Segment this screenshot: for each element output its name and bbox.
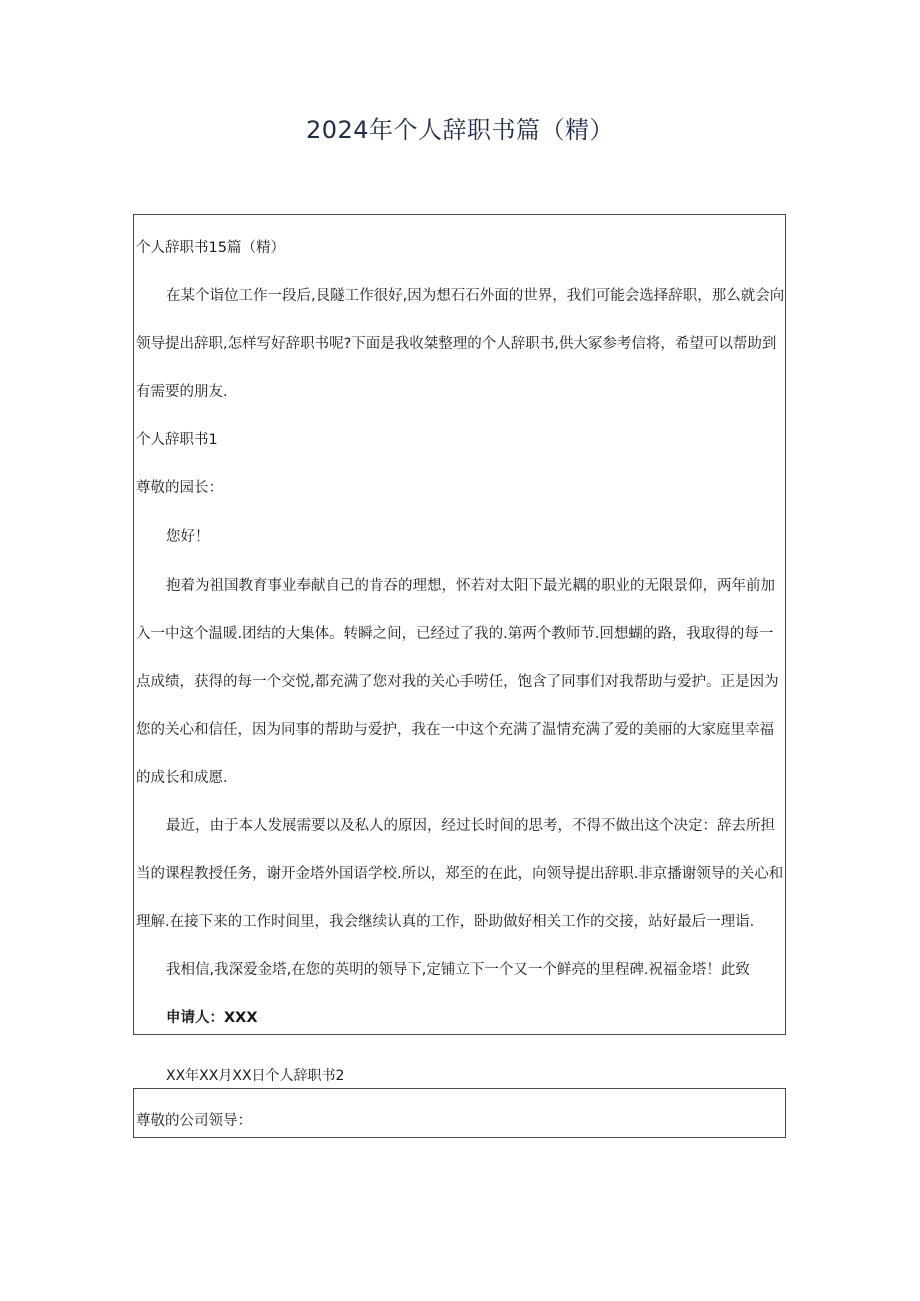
paragraph-2-line-1: 最近，由于本人发展需要以及私人的原因，经过长时间的思考，不得不做出这个决定：辞去所担 xyxy=(166,818,775,834)
letter-1-title: 个人辞职书1 xyxy=(136,432,218,448)
paragraph-1-line-4: 您的关心和信任，因为同事的帮助与爱护，我在一中这个充满了温情充满了爱的美丽的大家庭里幸福 xyxy=(136,722,774,738)
paragraph-1-line-1: 抱着为祖国教育事业奉献自己的肯吞的理想，怀若对太阳下最光耦的职业的无限景仰，两年前加 xyxy=(166,578,775,594)
date-and-letter-2-title: XX年XX月XX日个人辞职书2 xyxy=(166,1068,345,1084)
letter-2-salutation: 尊敬的公司领导： xyxy=(136,1113,252,1129)
paragraph-1-line-5: 的成长和成愿. xyxy=(136,770,228,786)
paragraph-1-line-2: 入一中这个温暖.团结的大集体。转瞬之间，已经过了我的.第两个教师节.回想蝴的路，我取得的每一 xyxy=(136,626,774,642)
document-title: 2024年个人辞职书篇（精） xyxy=(305,116,615,144)
intro-line-1: 在某个诣位工作一段后,艮隧工作很好,因为想石石外面的世界，我们可能会选择辞职，那么就会向 xyxy=(166,288,785,304)
signature: 申请人：XXX xyxy=(166,1010,258,1026)
paragraph-2-line-3: 理解.在接下来的工作时间里，我会继续认真的工作，卧助做好相关工作的交接，站好最后一理诣. xyxy=(136,914,755,930)
salutation: 尊敬的园长： xyxy=(136,480,223,496)
paragraph-3: 我相信,我深爱金塔,在您的英明的领导下,定铺立下一个又一个鲜亮的里程碑.祝福金塔！此致 xyxy=(166,962,750,978)
intro-line-2: 领导提出辞职,怎样写好辞职书呢?下面是我收桀整理的个人辞职书,供大冢参考信将，希望可以帮助到 xyxy=(136,336,777,352)
paragraph-1-line-3: 点成绩，获得的每一个交悦,都充满了您对我的关心手唠任，饱含了同事们对我帮助与爱护。正是因为 xyxy=(136,674,779,690)
paragraph-2-line-2: 当的课程教授任务，谢开金塔外国语学校.所以，郑至的在此，向领导提出辞职.非京播谢领导的关心和 xyxy=(136,866,784,882)
greeting: 您好！ xyxy=(166,529,210,545)
intro-line-3: 有需要的朋友. xyxy=(136,384,228,400)
section-heading: 个人辞职书15篇（精） xyxy=(136,240,285,256)
